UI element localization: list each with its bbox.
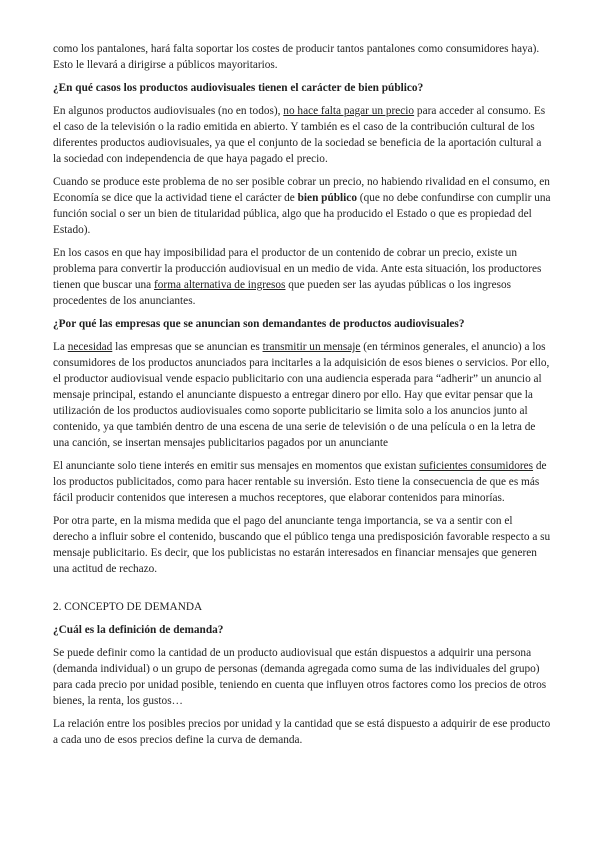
question-heading-demand-definition: ¿Cuál es la definición de demanda? — [53, 624, 224, 636]
paragraph-public-good-definition — [53, 174, 551, 238]
underlined-phrase: forma alternativa de ingresos — [154, 279, 286, 291]
paragraph-intro — [53, 41, 551, 73]
paragraph-text: las empresas que se anuncian es — [112, 341, 263, 353]
paragraph-demand-curve — [53, 716, 551, 748]
paragraph-sufficient-consumers — [53, 458, 551, 506]
underlined-phrase: transmitir un mensaje — [262, 341, 361, 353]
question-heading-public-good: ¿En qué casos los productos audiovisuales tienen el carácter de bien público? — [53, 82, 424, 94]
paragraph-text: para acceder al consumo. Es el caso de la televisión o la radio emitida en abierto. Y también es el caso de la contribución cultural de los diferentes productos audiovisuales, ya que el conjunto de la sociedad se beneficia de la aportación cultural a la sociedad con independencia de que haya pagado el precio. — [53, 105, 546, 165]
document-page — [53, 41, 551, 755]
paragraph-text: que pueden ser las ayudas públicas o los ingresos procedentes de los anunciantes. — [53, 279, 512, 307]
paragraph-text: En algunos productos audiovisuales (no en todos), — [53, 105, 284, 117]
paragraph-text: En los casos en que hay imposibilidad para el productor de un contenido de cobrar un precio, existe un problema para convertir la producción audiovisual en un medio de vida. Ante esta situación, los productores tienen que buscar una — [53, 247, 542, 291]
underlined-phrase: no hace falta pagar un precio — [283, 105, 415, 117]
paragraph-text: La — [53, 341, 68, 353]
paragraph-text: Por otra parte, en la misma medida que el pago del anunciante tenga importancia, se va a sentir con el derecho a influir sobre el contenido, buscando que el público tenga una predisposición favorable respecto a su mensaje publicitario. Es decir, que los publicistas no estarán interesados en financiar mensajes que generen una actitud de rechazo. — [53, 515, 551, 575]
question-heading-advertisers: ¿Por qué las empresas que se anuncian son demandantes de productos audiovisuales? — [53, 318, 465, 330]
paragraph-text: (en términos generales, el anuncio) a los consumidores de los productos anunciados para incitarles a la adquisición de esos bienes o servicios. Por ello, el productor audiovisual vende espacio publicitario con una audiencia esperada para “adherir” un anuncio al mensaje principal, estando el anunciante dispuesto a entregar dinero por ello. Hay que evitar pensar que la utilización de los productos audiovisuales como soporte publicitario se limita solo a los anuncios junto al contenido, ya que también dentro de una escena de una serie de televisión o de una película o en la letra de una canción, se insertan mensajes publicitarios pagados por un anunciante — [53, 341, 550, 449]
paragraph-text: La relación entre los posibles precios por unidad y la cantidad que se está dispuesto a adquirir de ese producto a cada uno de esos precios define la curva de demanda. — [53, 718, 551, 746]
paragraph-text: como los pantalones, hará falta soportar los costes de producir tantos pantalones como consumidores haya). Esto le llevará a dirigirse a públicos mayoritarios. — [53, 43, 540, 71]
paragraph-advertiser-influence — [53, 513, 551, 577]
bold-term: bien público — [297, 192, 357, 204]
paragraph-text: (que no debe confundirse con cumplir una función social o ser un bien de titularidad pública, algo que ha producido el Estado o que es propiedad del Estado). — [53, 192, 551, 236]
underlined-phrase: necesidad — [67, 341, 113, 353]
paragraph-text: El anunciante solo tiene interés en emitir sus mensajes en momentos que existan — [53, 460, 420, 472]
paragraph-demand-definition — [53, 645, 551, 709]
underlined-phrase: suficientes consumidores — [419, 460, 534, 472]
paragraph-text: de los productos publicitados, como para hacer rentable su inversión. Esto tiene la consecuencia de que es más fácil producir contenidos que interesen a muchos receptores, que elaborar contenidos para minorías. — [53, 460, 547, 504]
paragraph-alternative-income — [53, 245, 551, 309]
section-heading-demand: 2. CONCEPTO DE DEMANDA — [53, 601, 203, 613]
paragraph-no-price — [53, 103, 551, 167]
paragraph-text: Cuando se produce este problema de no ser posible cobrar un precio, no habiendo rivalidad en el consumo, en Economía se dice que la actividad tiene el carácter de — [53, 176, 550, 204]
paragraph-advertiser-need — [53, 339, 551, 451]
paragraph-text: Se puede definir como la cantidad de un producto audiovisual que están dispuestos a adquirir una persona (demanda individual) o un grupo de personas (demanda agregada como suma de las individuales del grupo) para cada precio por unidad posible, teniendo en cuenta que influyen otros factores como los precios de otros bienes, la renta, los gustos… — [53, 647, 547, 707]
